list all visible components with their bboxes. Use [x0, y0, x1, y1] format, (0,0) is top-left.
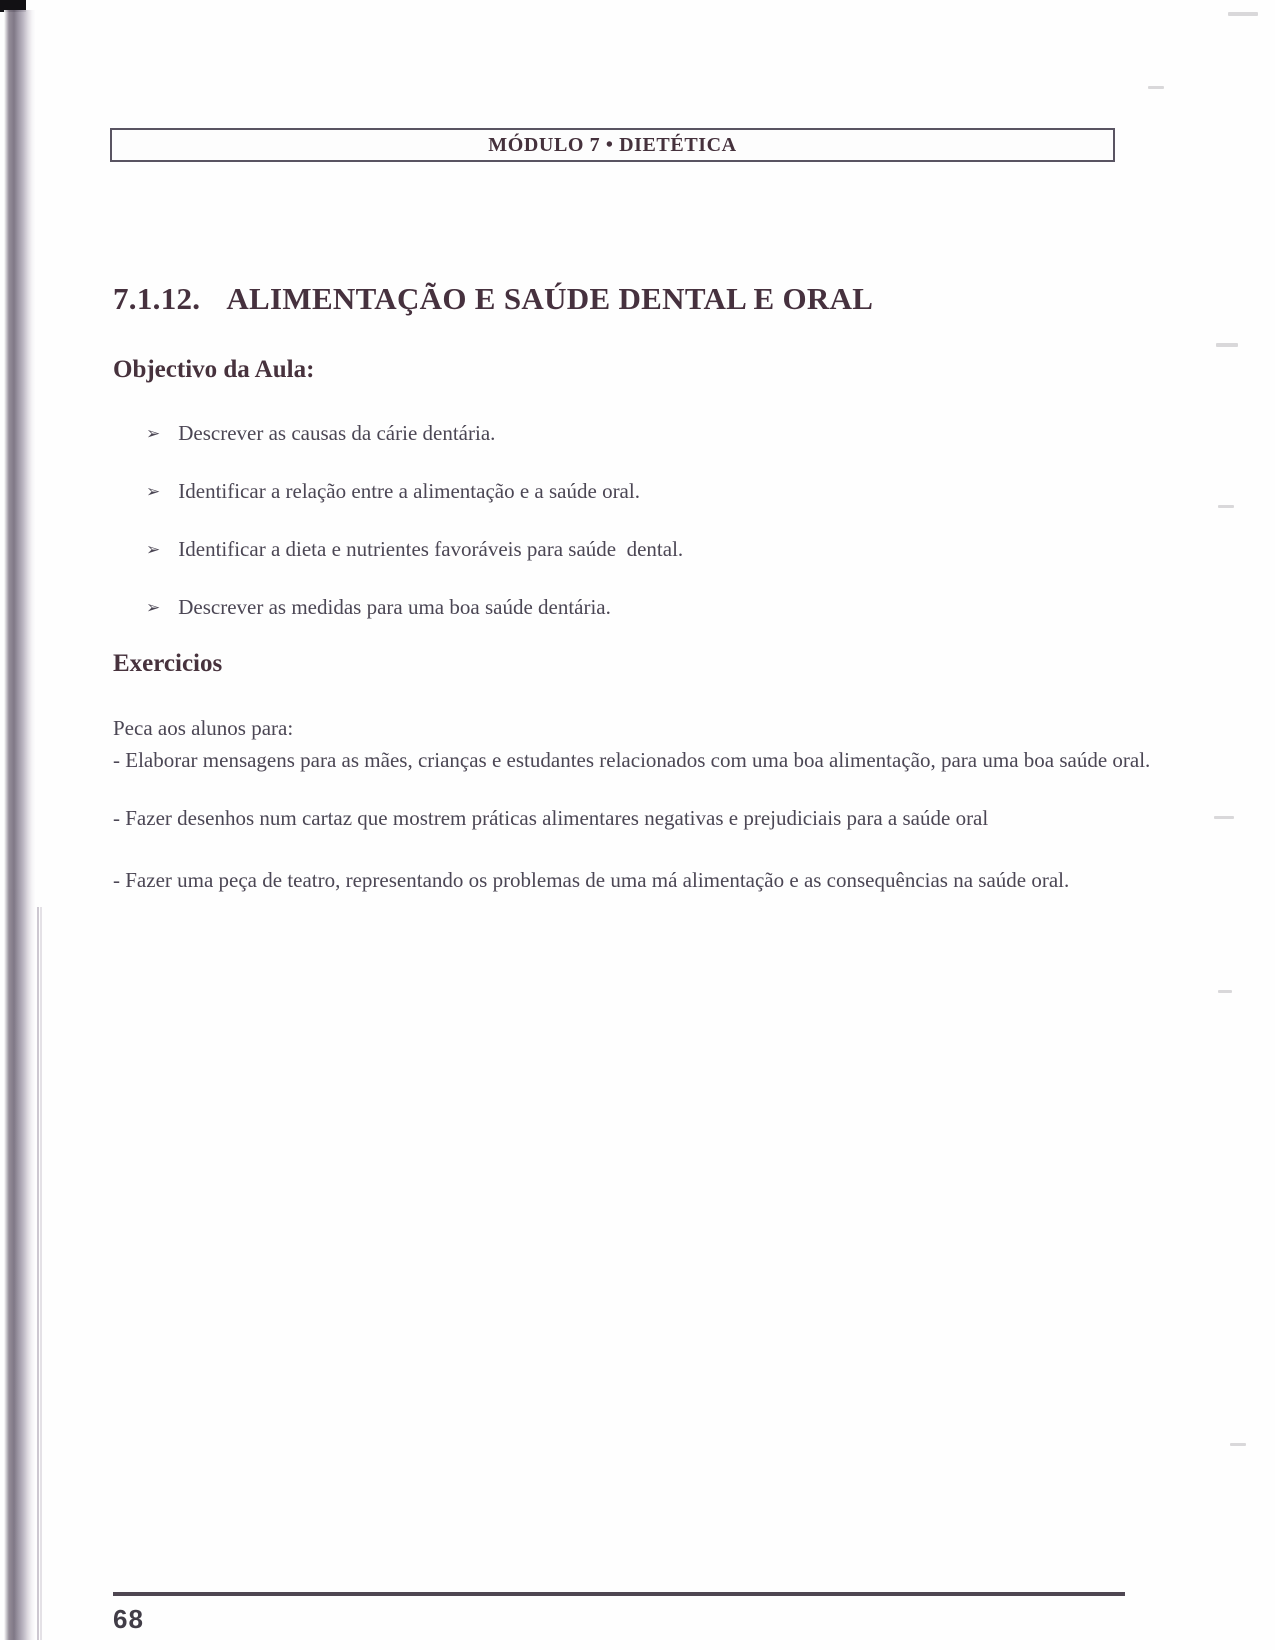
- running-header-box: [110, 128, 1115, 162]
- arrowhead-bullet-icon: ➢: [146, 424, 161, 444]
- section-number: 7.1.12.: [113, 281, 201, 316]
- objective-text: Descrever as causas da cárie dentária.: [178, 421, 496, 445]
- running-header-title: MÓDULO 7 • DIETÉTICA: [488, 133, 737, 156]
- section-title-text: ALIMENTAÇÃO E SAÚDE DENTAL E ORAL: [226, 281, 874, 316]
- exercise-paragraph: - Fazer desenhos num cartaz que mostrem práticas alimentares negativas e prejudiciais para a saúde oral: [113, 806, 989, 830]
- arrowhead-bullet-icon: ➢: [146, 598, 161, 618]
- exercise-paragraph: - Elaborar mensagens para as mães, crianças e estudantes relacionados com uma boa alimentação, para uma boa saúde oral.: [113, 748, 1151, 772]
- section-title: [113, 281, 873, 317]
- objective-text: Identificar a relação entre a alimentação e a saúde oral.: [178, 479, 640, 503]
- objectives-heading: Objectivo da Aula:: [113, 356, 315, 383]
- page-number: 68: [113, 1604, 144, 1634]
- scan-artifact: [1214, 816, 1234, 819]
- footer-rule: [113, 1592, 1125, 1596]
- exercises-heading: Exercicios: [113, 650, 223, 677]
- scan-artifact: [1218, 990, 1232, 993]
- scan-artifact: [1230, 1443, 1246, 1446]
- list-item: [146, 479, 683, 506]
- arrowhead-bullet-icon: ➢: [146, 540, 161, 560]
- list-item: [146, 595, 683, 622]
- objective-text: Identificar a dieta e nutrientes favoráveis para saúde dental.: [178, 537, 684, 561]
- scan-artifact: [1148, 86, 1164, 89]
- exercises-body: [113, 712, 1173, 896]
- objectives-list: [146, 421, 683, 653]
- scan-artifact: [1228, 12, 1258, 16]
- binding-edge-shadow: [4, 10, 36, 1640]
- scan-artifact: [1218, 505, 1234, 508]
- exercises-intro: Peca aos alunos para:: [113, 716, 294, 740]
- arrowhead-bullet-icon: ➢: [146, 482, 161, 502]
- exercise-paragraph: - Fazer uma peça de teatro, representando os problemas de uma má alimentação e as consequências na saúde oral.: [113, 868, 1070, 892]
- scan-artifact: [1216, 343, 1238, 347]
- list-item: [146, 421, 683, 448]
- list-item: [146, 537, 683, 564]
- objective-text: Descrever as medidas para uma boa saúde dentária.: [178, 595, 611, 619]
